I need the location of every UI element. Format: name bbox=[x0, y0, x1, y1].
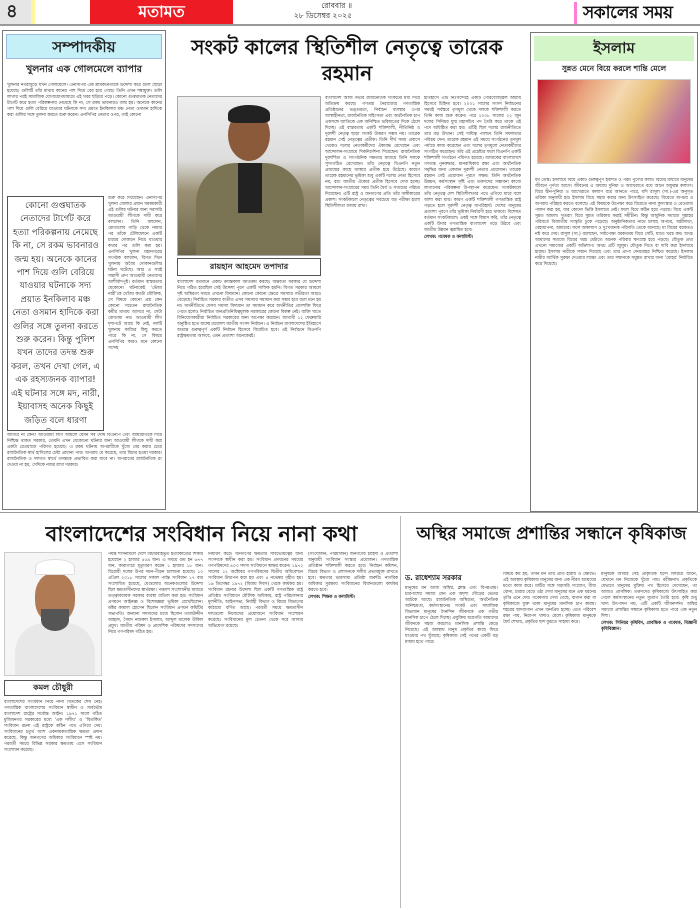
constitution-byline: কমল চৌধুরী bbox=[4, 680, 102, 696]
constitution-column-4-text: (সংযোজন, পরিমার্জন) জনগণের চাহিদা ও প্রত্যাশা অনুযায়ী সংবিধান সংস্কার প্রয়োজন। গণতান্ত্রিক প্রতিষ্ঠান শক্তিশালী করতে হবে। নির্বাচন কমিশন, বিচার বিভাগ ও প্রশাসনকে দলীয় প্রভাবমুক্ত রাখতে হবে। ক্ষমতার ভারসাম্য প্রতিষ্ঠা জরুরি। নাগরিক অধিকার সুরক্ষায় সংবিধানের বিধানগুলো কার্যকর করতে হবে। bbox=[308, 552, 398, 593]
wedding-photo bbox=[537, 79, 691, 164]
page-number: ৪ bbox=[0, 0, 33, 24]
islam-body: ধর্ম ডেস্ক। ইসলামে বিয়ে একটি গুরুত্বপূর্ণ ইবাদত ও পরম পুণ্যের কাজ। বিয়ের মাধ্যমে মানুষের জীবনে পূর্ণতা আসে। জীবনের এ অধ্যায় দুনিয়া ও আখেরাতে বয়ে আনে অফুরন্ত কল্যাণ। বিয়ে দ্বীন-দুনিয়া ও আখেরাতে কল্যাণ বয়ে আনতে পারে, যদি রাসুল (সা.)-এর অনুসৃত তরিকা অনুযায়ী হয়। ইসলাম বিয়ে সহজ করার জন্য উৎসাহিত করেছে। বিয়েতে অপচয় ও অপব্যয় পরিহার করতে বলেছে। এই বিষয়কে উপেক্ষা করে বিয়েতে নানা কুসংস্কার ও রেওয়াজ পালন করা হয়, যার কোনো ভিত্তি ইসলামে নেই। ফলে বিয়ে কঠিন হয়ে পড়ছে। বিয়ে একটি সুন্নত আমল। সুতরাং বিয়ে সুন্নত তরিকায় করাই সমীচীন। কিন্তু আধুনিক সমাজে সুন্নাহর পরিবর্তে বিজাতীয় সংস্কৃতি ঢুকে পড়েছে। অনুষ্ঠানিকতার নামে চলছে অপচয়, অশ্লীলতা, বেহায়াপনা, অযাচার। ফলে অকল্যাণ ও দুঃখজনক পরিণতি ডেকে আনছে। যা বিয়ের বরকতও নষ্ট করে দেয়। রাসুল (সা.) বলেছেন, সর্বাপেক্ষা বরকতময় বিয়ে সেটি, যাতে খরচ কম। অথচ আমাদের সমাজে বিয়ের খরচ মেটাতে অনেক পরিবার ঋণগ্রস্ত হয়ে পড়ছে। যৌতুক প্রথা এখনো সমাজের একটি অভিশাপ। অথচ এটি জুলুম। যৌতুক দিতে বা দাবি করা ইসলামে হারাম। ইসলাম নারীকে সম্মান দিয়েছে এবং তার প্রাপ্য দেনমোহর নিশ্চিত করেছে। ইসলাম নারীর আর্থিক সুরক্ষা দেওয়ার লক্ষ্যে এবং তার সম্মানকে সমুন্নত রাখার জন্য 'মোহর' নির্ধারিত করে দিয়েছে। bbox=[535, 178, 693, 267]
main-column-2: বাংলাদেশ আজ গভীর রাজনৈতিক সংকটের মধ্য দিয়ে অতিক্রম করছে। গণতন্ত্র নৈরাজ্যের গণতান্ত্রিক প্রতিষ্ঠানের ভঙ্গুরতা, নির্বাচন ব্যবস্থার ওপর আস্থাহীনতা, রাজনৈতিক সহিংসতা এবং অর্থনৈতিক চাপ একসঙ্গে জাতিকে এক অনিশ্চিত ভবিষ্যতের দিকে ঠেলে দিচ্ছে। এই বাস্তবতায় একটি শক্তিশালী, নীতিনিষ্ঠ ও দূরদর্শী নেতৃত্ব ছাড়া সংকট উত্তরণ সম্ভব নয়। তারেক রহমান সেই নেতৃত্বের প্রতীক। তিনি দীর্ঘ সময় প্রবাসে থেকেও দলের নেতাকর্মীদের ঐক্যবদ্ধ রেখেছেন এবং আন্দোলন-সংগ্রামে দিকনির্দেশনা দিয়েছেন। রাজনৈতিক দূরদর্শিতা ও সাংগঠনিক দক্ষতার মাধ্যমে তিনি দলকে সুসংগঠিত রেখেছেন। তাঁর নেতৃত্বে বিএনপি নতুন প্রজন্মের কাছে আস্থার প্রতীক হয়ে উঠেছে। কারণে তারেক রহমানের ভূমিকা শুধু একটি দলের নেতা হিসেবে নয়, বরং জাতীয় ঐক্যের প্রতীক হিসেবে দেখা হচ্ছে। আন্দোলন-সংগ্রামের সময় তিনি ধৈর্য ও সংযমের পরিচয় দিয়েছেন। এটি রাষ্ট্র ও জনগণের প্রতি তাঁর অঙ্গীকারের প্রকাশ। সংকটকালে নেতৃত্বের সবচেয়ে বড় পরীক্ষা হলো স্থিতিশীলতা বজায় রাখা। bbox=[325, 96, 420, 209]
constitution-column-4 bbox=[308, 552, 398, 905]
constitution-author-note: লেখক: শিক্ষক ও কলামিস্ট। bbox=[308, 595, 355, 600]
islam-header: ইসলাম bbox=[534, 36, 694, 61]
column-divider bbox=[400, 516, 401, 908]
agriculture-author-note: লেখক: সিনিয়র কৃষিবিদ, প্রাবন্ধিক ও গবেষক, বিজ্ঞানী কৃষিবিজ্ঞান। bbox=[601, 621, 697, 632]
editorial-box bbox=[2, 30, 166, 510]
author-photo bbox=[4, 552, 102, 676]
main-byline: রায়হান আহমেদ তপাদার bbox=[177, 258, 321, 276]
issue-date bbox=[272, 1, 352, 21]
main-column-3 bbox=[424, 96, 521, 506]
main-column-1: বাংলাদেশ বর্তমানে একটি ক্রান্তিকাল অতিক্রম করছে। অন্তর্বর্তী সরকার যে উদ্দেশ্য নিয়ে গঠিত হয়েছিল সেই উদ্দেশ্য পূরণ একটি সাফিক হয়নি। বিগত সরকার আমলে সৃষ্ট অস্থিরতা সময়ে এখনো বিদ্যমান। কোনো কোনো ক্ষেত্রে সমস্যার গভীরতা আরও বেড়েছে। নির্বাচিত সরকার ব্যতীত এসব সমস্যার সমাধান করা সম্ভব হবে বলে মনে হয় না। অর্থনীতিতে যেসব সমস্যা বিদ্যমান তা সমাধান করে অর্থনীতির প্রাণশক্তি ফিরে পেতে হলেও নির্বাচিত জনপ্রতিনিধিত্বমূলক সরকারের কোনো বিকল্প নেই। ব্যক্তি খাতে বিনিয়োগকারীরা নির্বাচিত সরকারের জন্য অপেক্ষা করছেন। আগামী ১২ ফেব্রুয়ারি অনুষ্ঠিত হতে যাচ্ছে ত্রয়োদশ জাতীয় সংসদ নির্বাচন। এ নির্বাচন বাংলাদেশের ইতিহাসে অত্যন্ত গুরুত্বপূর্ণ একটি নির্বাচন হিসেবে বিবেচিত হবে। এই নির্বাচনে বিএনপি রাষ্ট্রক্ষমতায় আসবে, এমন প্রত্যাশা অনেকেরই। bbox=[177, 280, 321, 339]
section-divider bbox=[0, 512, 700, 513]
issue-date-text: ২৮ ডিসেম্বর ২০২৫ bbox=[293, 11, 352, 20]
agriculture-column-2: বিষয়ে কর্ম হয়, তখন মন তার প্রতি হারায় ও ক্ষোভে। এই অবস্থায় কৃষিকাজ মানুষের জন্য এক নীরব আশ্রয়ের মতো কাজ করে। মাটির সঙ্গে সরাসরি সংযোগ, বীজ বোনা, চারার বেড়ে ওঠা দেখা মানুষের মনে এক ধরনের তৃপ্তি এনে দেয়। গবেষণায় দেখা গেছে, বাগান করা বা কৃষিকাজে যুক্ত থাকা মানুষের মানসিক চাপ কমায়। শহরের ছাদবাগান এখন জনপ্রিয় হচ্ছে। এতে পরিবেশ রক্ষা পায়, নিরাপদ খাদ্যও মেলে। কৃষিকাজ মানুষকে ধৈর্য শেখায়, প্রকৃতির ছন্দ বুঝতে সাহায্য করে। bbox=[503, 572, 596, 625]
agriculture-column-1 bbox=[405, 572, 498, 907]
main-headline: সংকট কালের স্থিতিশীল নেতৃত্বে তারেক রহমান bbox=[191, 35, 503, 85]
editorial-body: খুলনার নগরজুড়ে যখন গোলমেলে। এনসিপির এক শ্রমিকনেতাকে উদ্দেশ্য করে গুলি ছোড়া হয়েছে। গুলিটি তাঁর মাথার কানের পাশ দিয়ে বের হয়ে গেছে। তিনি এখন শঙ্কামুক্ত। গুলি লাগার পরই সামাজিক যোগাযোগমাধ্যমে এই খবর ছড়িয়ে পড়ে। কোনো গুপ্তঘাতক নেতাদের টার্গেট করে হত্যা পরিকল্পনায় নেমেছে কি না, সে রকম ভাবনারও জন্ম হয়। অনেকে কানের পাশ দিয়ে গুলি বেরিয়ে যাওয়ার ঘটনাকে সদ্য প্রয়াত ইনকিলাব মঞ্চ নেতা ওসমান হাদিকে করা গুলির সঙ্গে তুলনা করতে শুরু করেন। এনসিপির নেতার ওপর, তাই কোনো bbox=[7, 83, 162, 118]
agriculture-column-3-text: মানুষকে আবার সেই প্রাকৃতিক ছন্দে ফিরিয়ে আনে, যেখানে মন নিজেকে খুঁজে পায়। রবীন্দ্রনাথ প্রকৃতিকে যেভাবে মানুষের মুক্তির পথ হিসেবে দেখেছেন, তা আজও প্রাসঙ্গিক। তরুণদের কৃষিকাজে উৎসাহিত করা গেলে কর্মসংস্থানের নতুন সুযোগ তৈরি হবে। কৃষি শুধু খাদ্য উৎপাদন নয়, এটি একটি জীবনদর্শন। অস্থির সমাজে প্রশান্তির সন্ধানে কৃষিকাজ হতে পারে এক নতুন দিশা। bbox=[601, 572, 697, 619]
masthead bbox=[0, 0, 700, 26]
author-photo bbox=[177, 96, 321, 256]
section-label: মতামত bbox=[90, 0, 233, 24]
agriculture-column-1-text: মানুষের মন আজ অস্থির, ক্লান্ত এবং বিপন্নপ্রায়। চারপাশের সমাজ যেন এক অদৃশ্য দৌড়ের ভেতর আটকে আছে। রাজনৈতিক অস্থিরতা, অর্থনৈতিক অনিশ্চয়তা, কর্মসংস্থানের সংকট এবং সামাজিক বিভাজন মানুষের দৈনন্দিন জীবনকে এক গভীর মানসিক চাপে ঠেলে দিচ্ছে। প্রযুক্তির অগ্রগতি আমাদের জীবনকে সহজ করলেও মানসিক প্রশান্তি কেড়ে নিয়েছে। এই অবস্থায় মানুষ প্রকৃতির কাছে ফিরে যাওয়ার পথ খুঁজছে। কৃষিকাজ সেই পথের একটি বড় মাধ্যম হতে পারে। bbox=[405, 586, 498, 645]
agriculture-headline: অস্থির সমাজে প্রশান্তির সন্ধানে কৃষিকাজ bbox=[416, 524, 687, 544]
editorial-header: সম্পাদকীয় bbox=[6, 34, 162, 59]
constitution-column-3: নির্ধারণ করে। জনগণের ক্ষমতার সার্বভৌমত্বের জন্য সংসদকে স্বাধীন করা হয়। সংবিধান প্রণয়নের সময়ের গণপরিষদের ৪০৩ সদস্য সংবিধানে স্বাক্ষর করেন। ১৯৭২ সালের ১২ অক্টোবর গণপরিষদের দ্বিতীয় অধিবেশনে সংবিধান উত্থাপন করা হয় এবং ৪ নভেম্বর গৃহীত হয়। ১৬ ডিসেম্বর ১৯৭২ (বিজয় দিবস) থেকে কার্যকর হয়। সংবিধান রচনার উদ্দেশ্য ছিল একটি গণতান্ত্রিক রাষ্ট্র প্রতিষ্ঠা। সংবিধানে মৌলিক অধিকার, রাষ্ট্র পরিচালনার মূলনীতি, আইনসভা, নির্বাহী বিভাগ ও বিচার বিভাগের কাঠামো বর্ণিত আছে। পরবর্তী সময়ে ক্ষমতাসীন দলগুলো নিজেদের প্রয়োজনে সংবিধান সংশোধন করেছে। সংবিধানের মূল চেতনা থেকে সরে আসার অভিযোগ রয়েছে। bbox=[208, 552, 303, 629]
editorial-title: খুলনার এক গোলমেলে ব্যাপার bbox=[26, 64, 142, 75]
editorial-side-column: শুরু করে দিয়েছেন। এনসিপির খুলনা জেলার প্রধান সমন্বয়কারী এই গুলির ঘটনার জন্য সরাসরি আওয়ামী লীগকে দায়ী করে বললেন। তিনি বললেন, মোতালেব গাড়ি থেকে নামার পর তাঁকে টেলিফোনে একটি চায়ের দোকানে নিয়ে যাওয়ার কথার পর গুলি করা হয়। এনসিপির খুলনা মহানগরের সংগঠক বললেন, বিগত দিনে খুলনায় অবৈধ দোকানগুলির ঘটনা ঘটেছে। আর এ সবই সন্ত্রাসী গ্রুপ আওয়ামী নেতাদের আশীর্বাদপুষ্ট। বর্তমান বাস্তবতায় যেকোনো ঘটনাকেই 'ভেঁজা নারী'কে খোঁজা কতটা যৌক্তিক, সে বিষয়ে কোনো প্রশ্ন কেন কোনো সচেতন রাজনৈতিক কর্মীর মাথায় আসবে না, সেটা বোধগম্য নয়। আওয়ামী লীগ দৃশ্যপটে আছে কি নেই, দলটি খুলনায় কাজির কিছু করতে পারে কি না, সে বিষয়ে এনসিপির কারও মনে কোনো সন্দেহ bbox=[108, 196, 162, 351]
newspaper-logo: সকালের সময় bbox=[574, 2, 673, 24]
page-number-accent bbox=[31, 0, 35, 24]
main-column-3-text: ইতিহাসে এটি নিঃসন্দেহে একটি গৌরবোজ্জ্বল অধ্যায় হিসেবে চিহ্নিত হবে। ২০০১ সালের সংসদ নির্বাচনের সময়ই সর্বস্তরে তৃণমূল থেকে দলকে শক্তিশালী করতে তিনি কাজ শুরু করেন। পরে ২০০৮ সালের ২২ জুন দলের সিনিয়র যুগ্ম মহাসচিব পদ তৈরি করে তাকে ওই পদে অধিষ্ঠিত করা হয়। এটিই ছিল দলের রাজনীতিতে তার বড় উত্থান। সেই দায়িত্ব পালনে তিনি সফলতার পরিচয় দেন। তারেক রহমান এই সময়ে সংগঠনের তৃণমূল পর্যায়ে কাজ করেছেন এবং দলের তৃণমূলে নেতাকর্মীদের সংগঠিত করেছেন। তাঁর এই প্রচেষ্টার ফলে বিএনপি একটি শক্তিশালী সংগঠনে পরিণত হয়েছে। আজকের বাংলাদেশে গণতন্ত্র পুনরুদ্ধার, মানবাধিকার রক্ষা এবং অর্থনৈতিক সমৃদ্ধির জন্য একজন দূরদর্শী নেতার প্রয়োজন। তারেক রহমান সেই প্রয়োজন পূরণে সক্ষম। তিনি অর্থনৈতিক উন্নয়ন, কর্মসংস্থান সৃষ্টি এবং তরুণদের সম্ভাবনা কাজে লাগানোর পরিকল্পনা উপস্থাপন করেছেন। সংকটকালে তাঁর নেতৃত্বে দেশ স্থিতিশীলতার পথে এগিয়ে যাবে বলে আশা করা যায়। কারণ একটি শক্তিশালী গণতান্ত্রিক রাষ্ট্র গড়তে হলে দূরদর্শী নেতৃত্ব অপরিহার্য। দেশের মানুষের প্রত্যাশা পূরণে তাঁর ভূমিকা নির্ধারণী হয়ে থাকবে। বিশেষত বর্তমান সংকটকালে। একই সঙ্গে বিশ্বাস করি, তাঁর নেতৃত্বে একটি উদার গণতান্ত্রিক বাংলাদেশ গড়ে উঠবে এবং জাতীয় উন্নয়ন ত্বরান্বিত হবে। bbox=[424, 96, 521, 233]
islam-title: সুন্নত মেনে বিয়ে করলে শান্তি মেলে bbox=[561, 64, 667, 73]
islam-box bbox=[530, 32, 698, 512]
editorial-bottom-text: জাগবে না কেন? আওয়ামী লীগ আমলে যেমন সব দোষ বিএনপি এবং জামায়াতকে দিয়ে নিশ্চিন্ত থাকত সরকার, তেমনি এখন যেকোনো ঘটনার জন্য আওয়ামী লীগকে দায়ী করা একটা রেওয়াজে পরিণত হয়েছে। এ রকম ঘটনায় অপরাধীকে খুঁজে বের করার চেয়ে রাজনৈতিক স্বার্থ হাসিলের চেষ্টা প্রাধান্য পায়। অপরাধ যে করেছে, তার বিচার হওয়া দরকার। রাজনৈতিক ও দলগত স্বার্থে তদন্তকে প্রভাবিত করা যাবে না। অপরাধের রাজনৈতিক রং দেওয়া না হয়, সেদিকে নজর রাখা দরকার। bbox=[7, 433, 162, 468]
agriculture-byline: ড. রাধেশ্যাম সরকার bbox=[405, 574, 462, 582]
main-author-note: লেখক: গবেষক ও কলামিস্ট। bbox=[424, 235, 473, 240]
editorial-pullquote: কোনো গুপ্তঘাতক নেতাদের টার্গেট করে হত্যা পরিকল্পনায় নেমেছে কি না, সে রকম ভাবনারও জন্ম হয়। অনেকে কানের পাশ দিয়ে গুলি বেরিয়ে যাওয়ার ঘটনাকে সদ্য প্রয়াত ইনকিলাব মঞ্চ নেতা ওসমান হাদিকে করা গুলির সঙ্গে তুলনা করতে শুরু করেন। কিন্তু পুলিশ যখন তাদের তদন্ত শুরু করল, তখন দেখা গেল, এ এক রহস্যজনক ব্যাপার! এই ঘটনার সঙ্গে মদ, নারী, ইয়াবাসহ অনেক কিছুই জড়িত বলে ধারণা bbox=[7, 196, 104, 431]
agriculture-column-3 bbox=[601, 572, 697, 907]
constitution-column-1: বাংলাদেশের সংবিধান নিয়ে নানা বিতর্কের শেষ নেই। গণতান্ত্রিক বাংলাদেশের সংবিধান স্বাধীন ও সার্বভৌম বাংলাদেশ রাষ্ট্রের সর্বোচ্চ আইন। ১৯৭১ সালে গঠিত মুজিবনগর সরকারের মধ্যে 'এক দলীয়' ও 'বিতর্কিত' সংবিধান রচনা এই রাষ্ট্রকে কঠিন পথে এগিয়ে দেয়। সংবিধানের চতুর্থ অংশ একনায়কতান্ত্রিক ক্ষমতা প্রদান করেছে, কিন্তু জনগণের অধিকার সংবিধানে স্পষ্ট নয়। পরবর্তী সময়ে বিভিন্ন সরকার ক্ষমতায় এসে সংবিধান সংশোধন করেছে। bbox=[4, 700, 102, 753]
constitution-column-2: পর্যন্ত শাসনামলে দেশে বিচারবহির্ভূত হত্যাকাণ্ডের শিকার হয়েছেন ২ হাজার ৫৫৯ জন। এ সময়ে গুম হন ৬৭৭ জন, কারাগারে মৃত্যুবরণ করেন ১ হাজার ১৮ জন। বিরোধী দলের উপর দমন-পীড়ন চালানো হয়েছে। ১০ এপ্রিল ২০১৮ সালের সকাল পর্যন্ত সংবিধান ১৭ বার সংশোধিত হয়েছে, যেগুলোর অনেকগুলোর উদ্দেশ্য ছিল ক্ষমতাসীনদের স্বার্থরক্ষা। পঞ্চদশ সংশোধনীর মাধ্যমে তত্ত্বাবধায়ক সরকার ব্যবস্থা বাতিল করা হয়। সংবিধান প্রণয়নে আইনজ্ঞ ও বিশেষজ্ঞরা ভূমিকা রেখেছিলেন। ডক্টর কামাল হোসেন ছিলেন সংবিধান প্রণয়ন কমিটির সভাপতি। অন্যান্য সদস্যদের মধ্যে ছিলেন তাজউদ্দীন আহমদ, সৈয়দ নজরুল ইসলাম, আব্দুল মালেক উকিল প্রমুখ। জাতীয় পরিষদ ও প্রাদেশিক পরিষদের সদস্যদের নিয়ে গণপরিষদ গঠিত হয়। bbox=[108, 552, 203, 635]
issue-day: রোববার ॥ bbox=[321, 1, 352, 10]
constitution-headline: বাংলাদেশের সংবিধান নিয়ে নানা কথা bbox=[45, 521, 358, 546]
